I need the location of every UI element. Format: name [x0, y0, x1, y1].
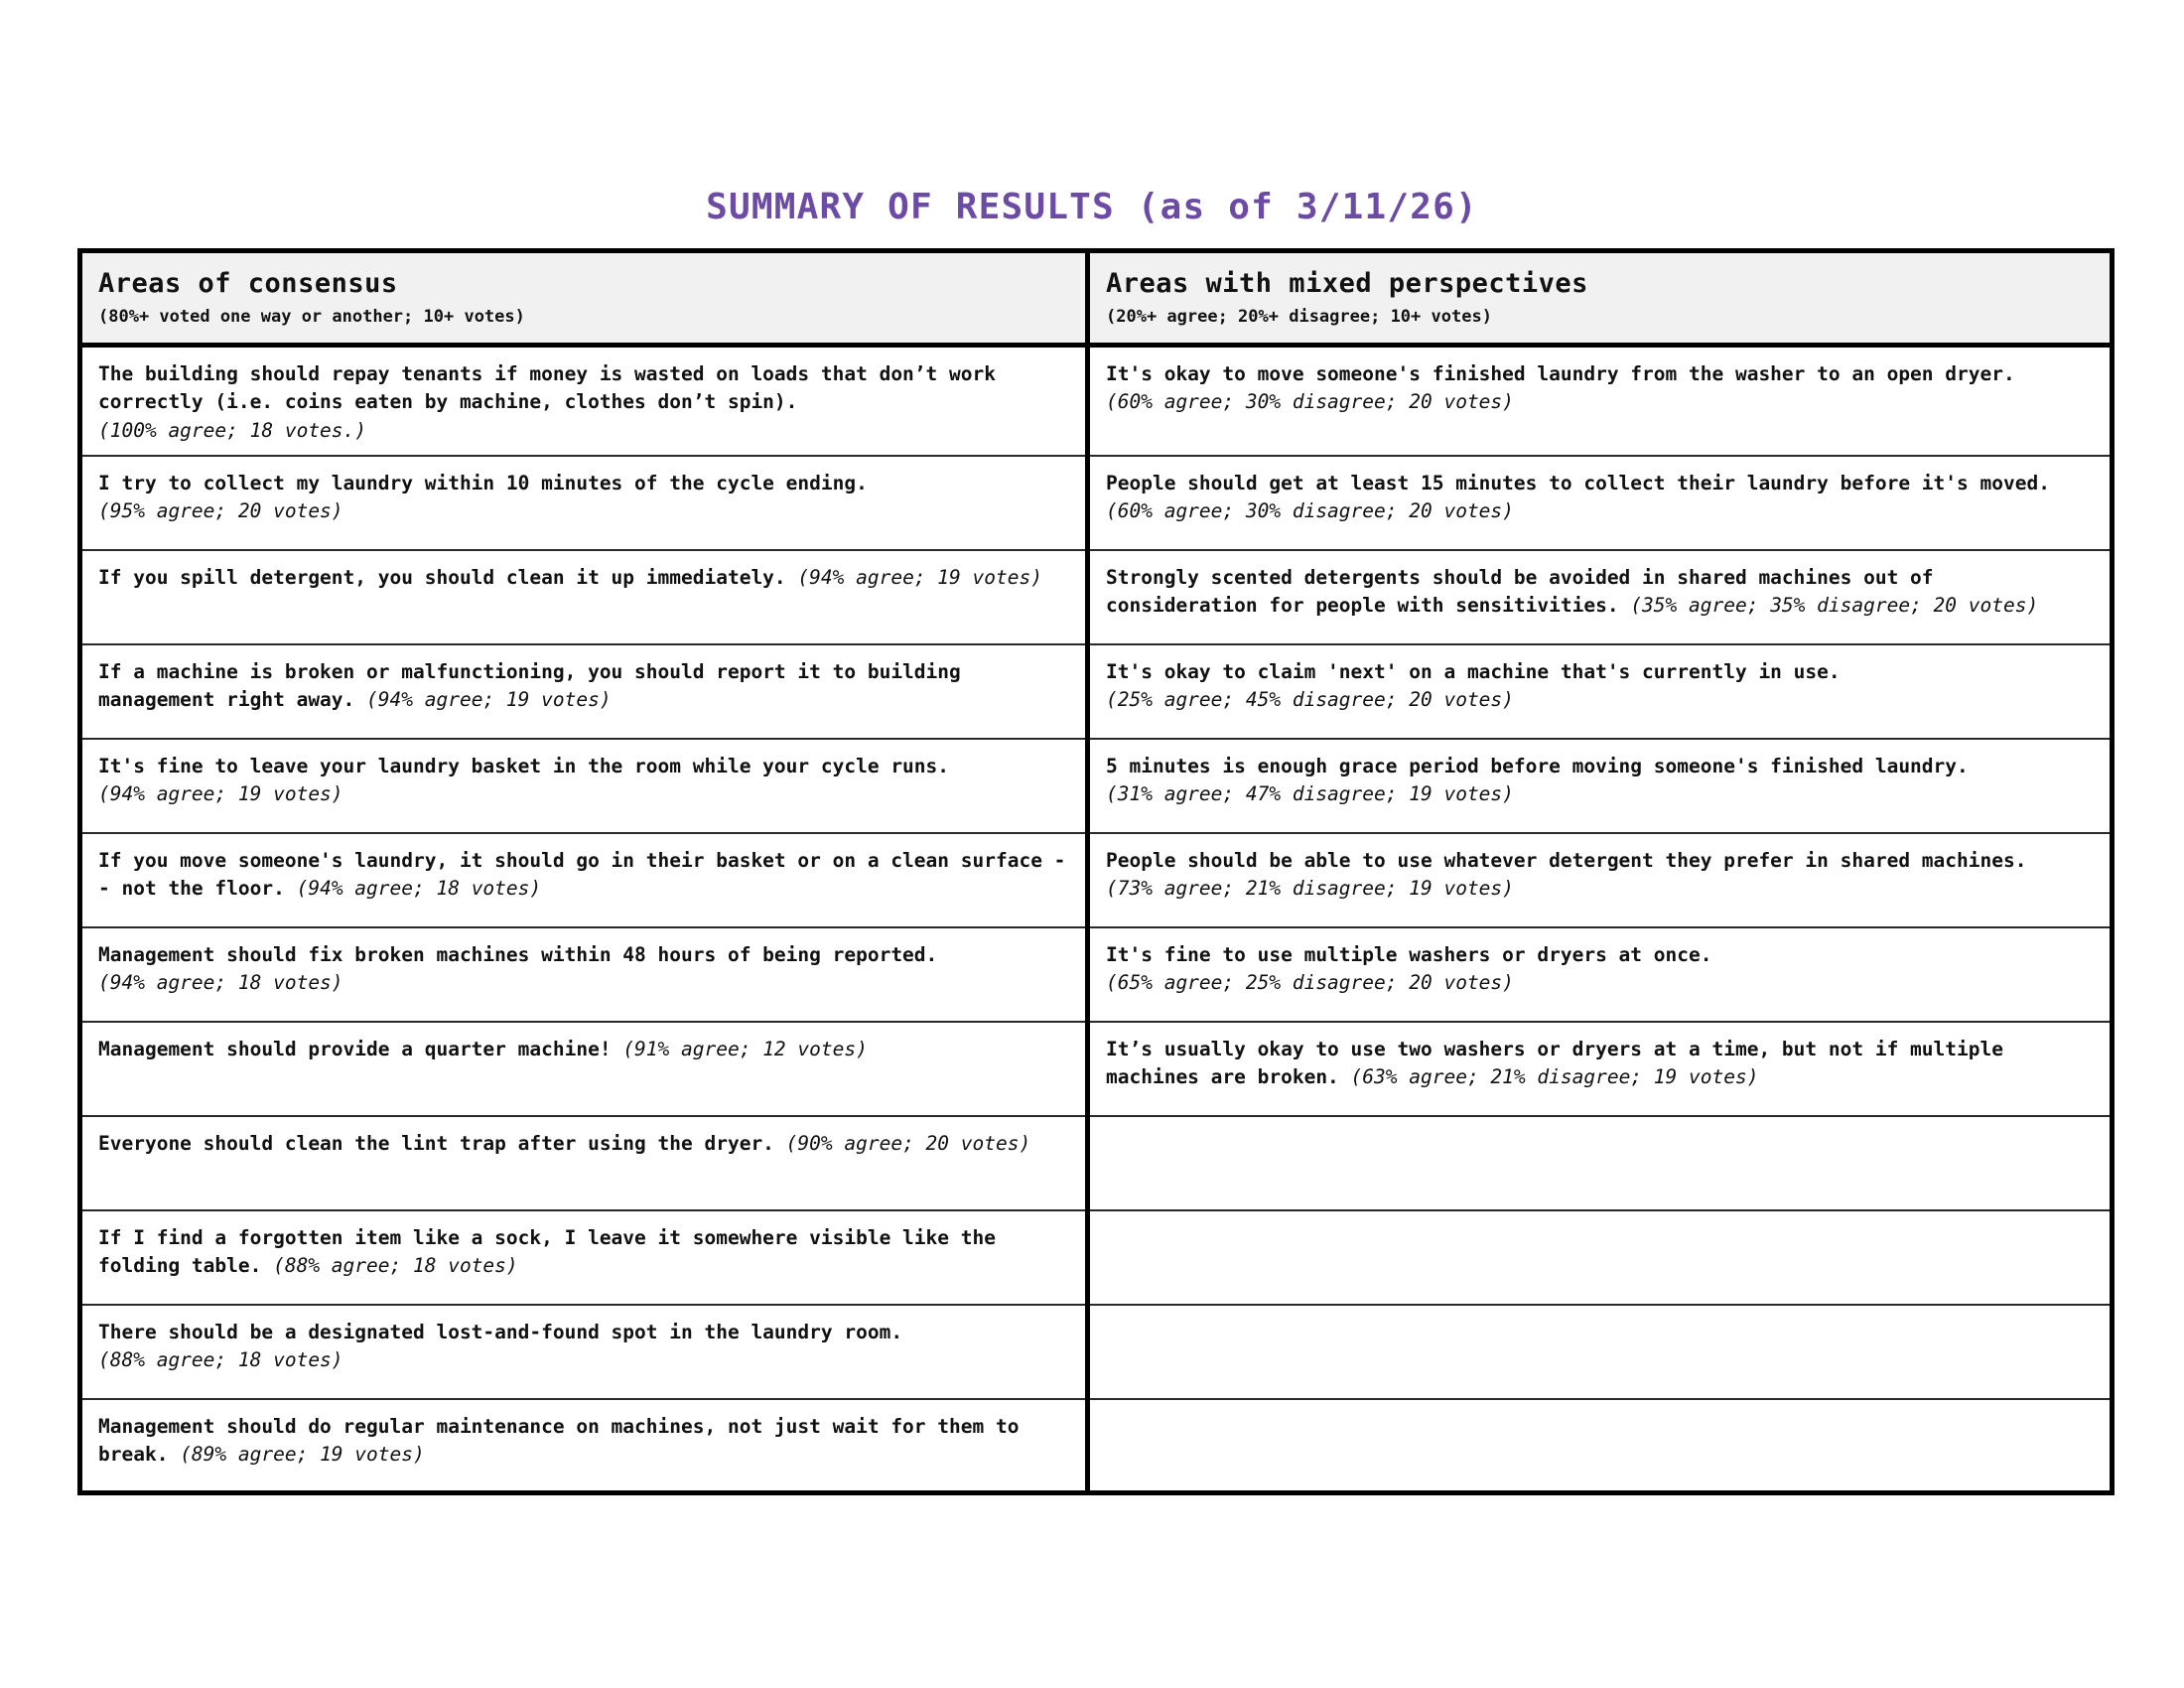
table-body — [80, 251, 2113, 1493]
statement-block — [1106, 658, 2094, 715]
statement-block — [98, 470, 1069, 526]
consensus-cell — [80, 456, 1088, 550]
vote-stats: (94% agree; 19 votes) — [366, 688, 612, 712]
statement-text: Management should provide a quarter machine! — [98, 1037, 623, 1060]
statement-block — [98, 564, 1069, 592]
mixed-perspectives-cell — [1088, 1210, 2113, 1305]
mixed-perspectives-cell — [1088, 456, 2113, 550]
vote-stats: (94% agree; 19 votes) — [797, 565, 1042, 589]
consensus-cell — [80, 1399, 1088, 1493]
summary-results-table — [77, 248, 2115, 1495]
statement-text: It's fine to leave your laundry basket in the room while your cycle runs. — [98, 754, 950, 777]
consensus-cell — [80, 833, 1088, 927]
column-header-mixed-criteria: (20%+ agree; 20%+ disagree; 10+ votes) — [1106, 306, 1492, 327]
statement-block — [98, 941, 1069, 998]
table-row — [80, 644, 2113, 739]
statement-text: It’s usually okay to use two washers or dryers at a time, but not if multiple machines are broken. — [1106, 1037, 2003, 1089]
statement-text: People should get at least 15 minutes to collect their laundry before it's moved. — [1106, 471, 2050, 494]
statement-block — [1106, 847, 2094, 904]
table-row — [80, 346, 2113, 456]
column-header-mixed-title: Areas with mixed perspectives — [1106, 268, 1588, 299]
column-header-consensus — [80, 251, 1088, 346]
table-row — [80, 1210, 2113, 1305]
vote-stats: (91% agree; 12 votes) — [622, 1037, 868, 1060]
consensus-cell — [80, 1022, 1088, 1116]
vote-stats: (94% agree; 18 votes) — [296, 877, 542, 901]
table-row — [80, 1022, 2113, 1116]
statement-block — [98, 1319, 1069, 1375]
statement-text: 5 minutes is enough grace period before moving someone's finished laundry. — [1106, 754, 1969, 777]
vote-stats: (25% agree; 45% disagree; 20 votes) — [1106, 688, 1514, 712]
vote-stats: (90% agree; 20 votes) — [785, 1131, 1031, 1155]
vote-stats: (73% agree; 21% disagree; 19 votes) — [1106, 877, 1514, 901]
statement-text: I try to collect my laundry within 10 minutes of the cycle ending. — [98, 471, 868, 494]
statement-block — [98, 658, 1069, 715]
vote-stats: (100% agree; 18 votes.) — [98, 418, 367, 442]
statement-block — [98, 360, 1069, 445]
statement-block — [1106, 470, 2094, 526]
statement-text: If a machine is broken or malfunctioning, you should report it to building management right away. — [98, 659, 961, 712]
mixed-perspectives-cell — [1088, 833, 2113, 927]
vote-stats: (94% agree; 19 votes) — [98, 782, 343, 806]
vote-stats: (88% agree; 18 votes) — [98, 1348, 343, 1372]
mixed-perspectives-cell — [1088, 346, 2113, 456]
statement-block — [98, 753, 1069, 809]
statement-text: Management should do regular maintenance on machines, not just wait for them to break. — [98, 1414, 1020, 1467]
statement-block — [1106, 1036, 2094, 1092]
vote-stats: (63% agree; 21% disagree; 19 votes) — [1350, 1065, 1759, 1089]
vote-stats: (89% agree; 19 votes) — [180, 1443, 425, 1467]
statement-text: People should be able to use whatever detergent they prefer in shared machines. — [1106, 848, 2027, 872]
column-header-mixed — [1088, 251, 2113, 346]
table-row — [80, 456, 2113, 550]
table-header-row — [80, 251, 2113, 346]
statement-block — [98, 1224, 1069, 1281]
mixed-perspectives-cell — [1088, 1116, 2113, 1210]
table-row — [80, 1305, 2113, 1399]
consensus-cell — [80, 1116, 1088, 1210]
mixed-perspectives-cell — [1088, 550, 2113, 644]
statement-block — [98, 1413, 1069, 1470]
statement-text: If you move someone's laundry, it should go in their basket or on a clean surface -- not the floor. — [98, 848, 1066, 901]
mixed-perspectives-cell — [1088, 1399, 2113, 1493]
mixed-perspectives-cell — [1088, 1305, 2113, 1399]
statement-block — [98, 847, 1069, 904]
vote-stats: (65% agree; 25% disagree; 20 votes) — [1106, 971, 1514, 995]
vote-stats: (88% agree; 18 votes) — [273, 1254, 518, 1278]
statement-text: It's okay to move someone's finished laundry from the washer to an open dryer. — [1106, 362, 2015, 386]
table-row — [80, 550, 2113, 644]
vote-stats: (60% agree; 30% disagree; 20 votes) — [1106, 390, 1514, 414]
consensus-cell — [80, 550, 1088, 644]
statement-text: There should be a designated lost-and-found spot in the laundry room. — [98, 1320, 903, 1343]
vote-stats: (60% agree; 30% disagree; 20 votes) — [1106, 499, 1514, 523]
statement-block — [1106, 753, 2094, 809]
consensus-cell — [80, 346, 1088, 456]
consensus-cell — [80, 1305, 1088, 1399]
consensus-cell — [80, 1210, 1088, 1305]
statement-text: It's okay to claim 'next' on a machine that's currently in use. — [1106, 659, 1841, 683]
statement-block — [98, 1036, 1069, 1063]
consensus-cell — [80, 927, 1088, 1022]
statement-block — [1106, 564, 2094, 621]
page-title: SUMMARY OF RESULTS (as of 3/11/26) — [706, 187, 1478, 227]
table-row — [80, 1399, 2113, 1493]
consensus-cell — [80, 644, 1088, 739]
statement-text: If I find a forgotten item like a sock, I leave it somewhere visible like the folding table. — [98, 1225, 996, 1278]
statement-text: Everyone should clean the lint trap after using the dryer. — [98, 1131, 786, 1155]
vote-stats: (35% agree; 35% disagree; 20 votes) — [1630, 594, 2039, 618]
table-row — [80, 1116, 2113, 1210]
statement-block — [1106, 941, 2094, 998]
vote-stats: (94% agree; 18 votes) — [98, 971, 343, 995]
mixed-perspectives-cell — [1088, 739, 2113, 833]
vote-stats: (95% agree; 20 votes) — [98, 499, 343, 523]
statement-text: It's fine to use multiple washers or dryers at once. — [1106, 942, 1712, 966]
statement-text: The building should repay tenants if money is wasted on loads that don’t work correctly (i.e. coins eaten by machine, clothes don’t spin). — [98, 362, 996, 414]
statement-text: If you spill detergent, you should clean it up immediately. — [98, 565, 798, 589]
table-row — [80, 833, 2113, 927]
consensus-cell — [80, 739, 1088, 833]
statement-block — [1106, 360, 2094, 417]
statement-block — [98, 1130, 1069, 1158]
table-row — [80, 927, 2113, 1022]
column-header-consensus-criteria: (80%+ voted one way or another; 10+ votes) — [98, 306, 525, 327]
mixed-perspectives-cell — [1088, 1022, 2113, 1116]
mixed-perspectives-cell — [1088, 927, 2113, 1022]
column-header-consensus-title: Areas of consensus — [98, 268, 398, 299]
mixed-perspectives-cell — [1088, 644, 2113, 739]
statement-text: Strongly scented detergents should be avoided in shared machines out of consideration for people with sensitivities. — [1106, 565, 1934, 618]
table-row — [80, 739, 2113, 833]
vote-stats: (31% agree; 47% disagree; 19 votes) — [1106, 782, 1514, 806]
statement-text: Management should fix broken machines within 48 hours of being reported. — [98, 942, 938, 966]
